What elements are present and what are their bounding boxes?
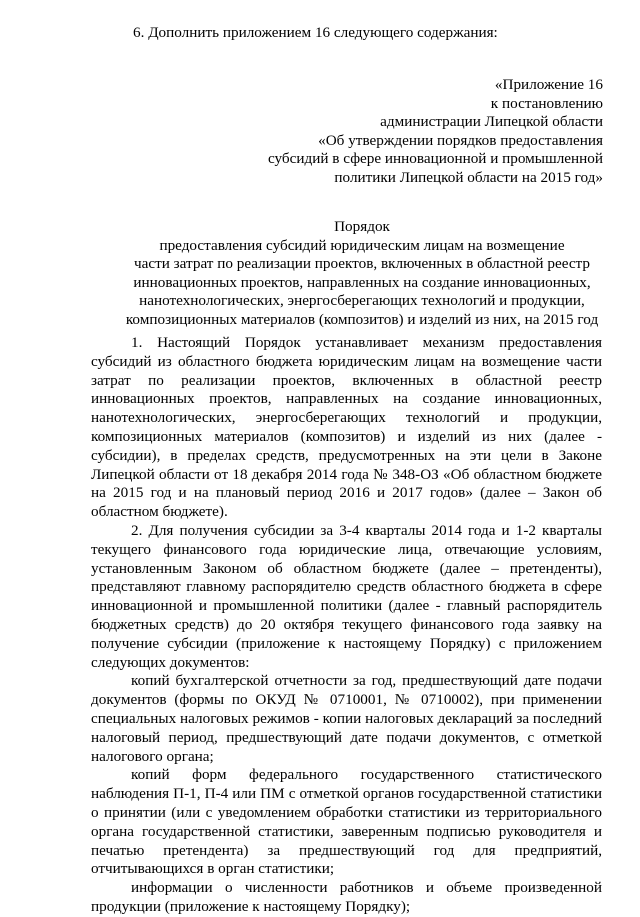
paragraph-employee-info: информации о численности работников и объеме произведенной продукции (приложение к настоящему Порядку); [91, 879, 602, 915]
amendment-intro: 6. Дополнить приложением 16 следующего содержания: [133, 24, 498, 41]
paragraph-1: 1. Настоящий Порядок устанавливает механизм предоставления субсидий из областного бюджета юридическим лицам на возмещение части затрат по реализации проектов, включенных в областной реестр инновационных проектов, направленных на создание инновационных, нанотехнологических, энергосберегающих технологий и продукции, композиционных материалов (композитов) и изделий из них (далее - субсидии), в пределах средств, предусмотренных на эти цели в Законе Липецкой области от 18 декабря 2014 года № 348-ОЗ «Об областном бюджете на 2015 год и на плановый период 2016 и 2017 годов» (далее – Закон об областном бюджете). [91, 334, 602, 521]
paragraph-2: 2. Для получения субсидии за 3-4 кварталы 2014 года и 1-2 кварталы текущего финансового года юридические лица, отвечающие условиям, установленным Законом об областном бюджете (далее – претенденты), представляют главному распорядителю средств областного бюджета в сфере инновационной и промышленной политики (далее - главный распорядитель бюджетных средств) до 20 октября текущего финансового года заявку на получение субсидии (приложение к настоящему Порядку) с приложением следующих документов: [91, 521, 602, 671]
appendix-line: «Приложение 16 [494, 76, 603, 93]
title-line: инновационных проектов, направленных на создание инновационных, [133, 273, 591, 291]
appendix-line: администрации Липецкой области [380, 113, 603, 131]
title-line: части затрат по реализации проектов, включенных в областной реестр [134, 255, 590, 273]
appendix-line: «Об утверждении порядков предоставления [318, 131, 603, 149]
appendix-line: субсидий в сфере инновационной и промышленной [268, 150, 603, 168]
appendix-line: к постановлению [490, 94, 603, 112]
title-line: предоставления субсидий юридическим лицам на возмещение [159, 236, 565, 254]
title-line: композиционных материалов (композитов) и изделий из них, на 2015 год [125, 310, 599, 328]
paragraph-accounting-copies: копий бухгалтерской отчетности за год, предшествующий дате подачи документов (формы по ОКУД № 0710001, № 0710002), при применении специальных налоговых режимов - копии налоговых деклараций за последний налоговый период, предшествующий дате подачи документов, с отметкой налогового органа; [91, 672, 602, 765]
document-title [112, 218, 612, 330]
title-line: нанотехнологических, энергосберегающих технологий и продукции, [139, 292, 585, 310]
paragraph-statistics-forms: копий форм федерального государственного статистического наблюдения П-1, П-4 или ПМ с отметкой органов государственной статистики о принятии (или с уведомлением обработки статистики из территориального органа государственной статистики, заверенным подписью руководителя и печатью претендента) за предшествующий год для предприятий, отчитывающихся в орган статистики; [91, 766, 602, 878]
title-heading: Порядок [334, 218, 390, 235]
appendix-line: политики Липецкой области на 2015 год» [334, 168, 603, 186]
appendix-header [268, 76, 603, 188]
document-body [91, 334, 602, 917]
